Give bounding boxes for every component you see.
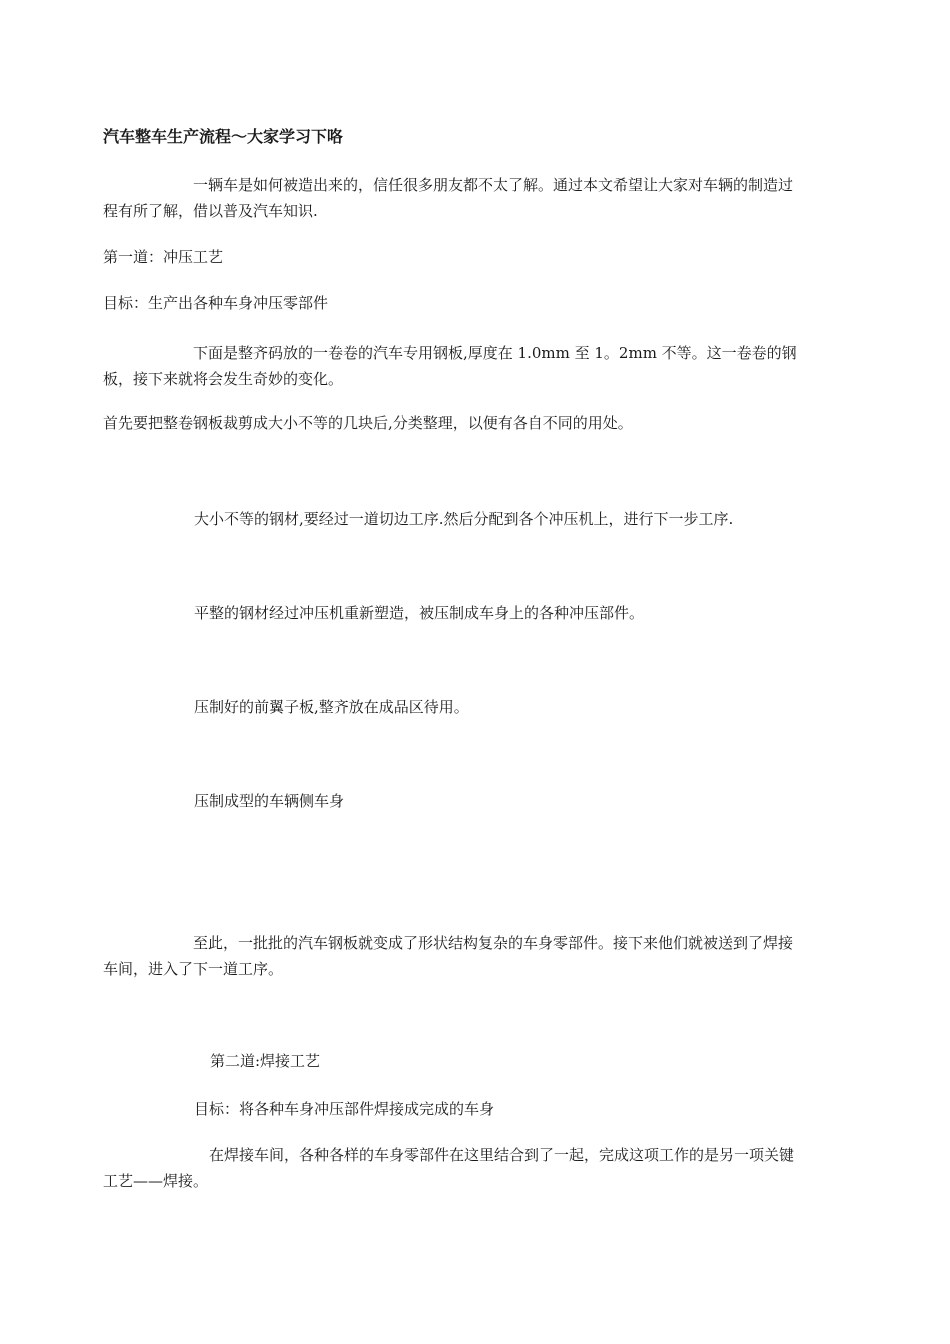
welding-goal: 目标：将各种车身冲压部件焊接成完成的车身 xyxy=(194,1100,495,1118)
side-body-caption: 压制成型的车辆侧车身 xyxy=(194,792,345,810)
cutting-paragraph: 首先要把整卷钢板裁剪成大小不等的几块后,分类整理，以便有各自不同的用处。 xyxy=(103,414,633,432)
section-heading-stamping: 第一道：冲压工艺 xyxy=(103,248,224,266)
fender-paragraph: 压制好的前翼子板,整齐放在成品区待用。 xyxy=(194,698,469,716)
section-heading-welding: 第二道:焊接工艺 xyxy=(210,1052,321,1070)
transition-paragraph: 至此，一批批的汽车钢板就变成了形状结构复杂的车身零部件。接下来他们就被送到了焊接车间，进入了下一道工序。 xyxy=(103,934,794,978)
press-forming-paragraph: 平整的钢材经过冲压机重新塑造，被压制成车身上的各种冲压部件。 xyxy=(194,604,645,622)
document-title: 汽车整车生产流程～大家学习下咯 xyxy=(103,127,344,146)
trimming-paragraph: 大小不等的钢材,要经过一道切边工序.然后分配到各个冲压机上，进行下一步工序. xyxy=(194,510,734,528)
steel-coil-paragraph: 下面是整齐码放的一卷卷的汽车专用钢板,厚度在 1.0mm 至 1。2mm 不等。这一卷卷的钢板，接下来就将会发生奇妙的变化。 xyxy=(103,344,797,388)
intro-paragraph: 一辆车是如何被造出来的，信任很多朋友都不太了解。通过本文希望让大家对车辆的制造过程有所了解，借以普及汽车知识. xyxy=(103,176,794,220)
stamping-goal: 目标：生产出各种车身冲压零部件 xyxy=(103,294,329,312)
welding-paragraph: 在焊接车间，各种各样的车身零部件在这里结合到了一起，完成这项工作的是另一项关键工艺——焊接。 xyxy=(103,1146,795,1190)
